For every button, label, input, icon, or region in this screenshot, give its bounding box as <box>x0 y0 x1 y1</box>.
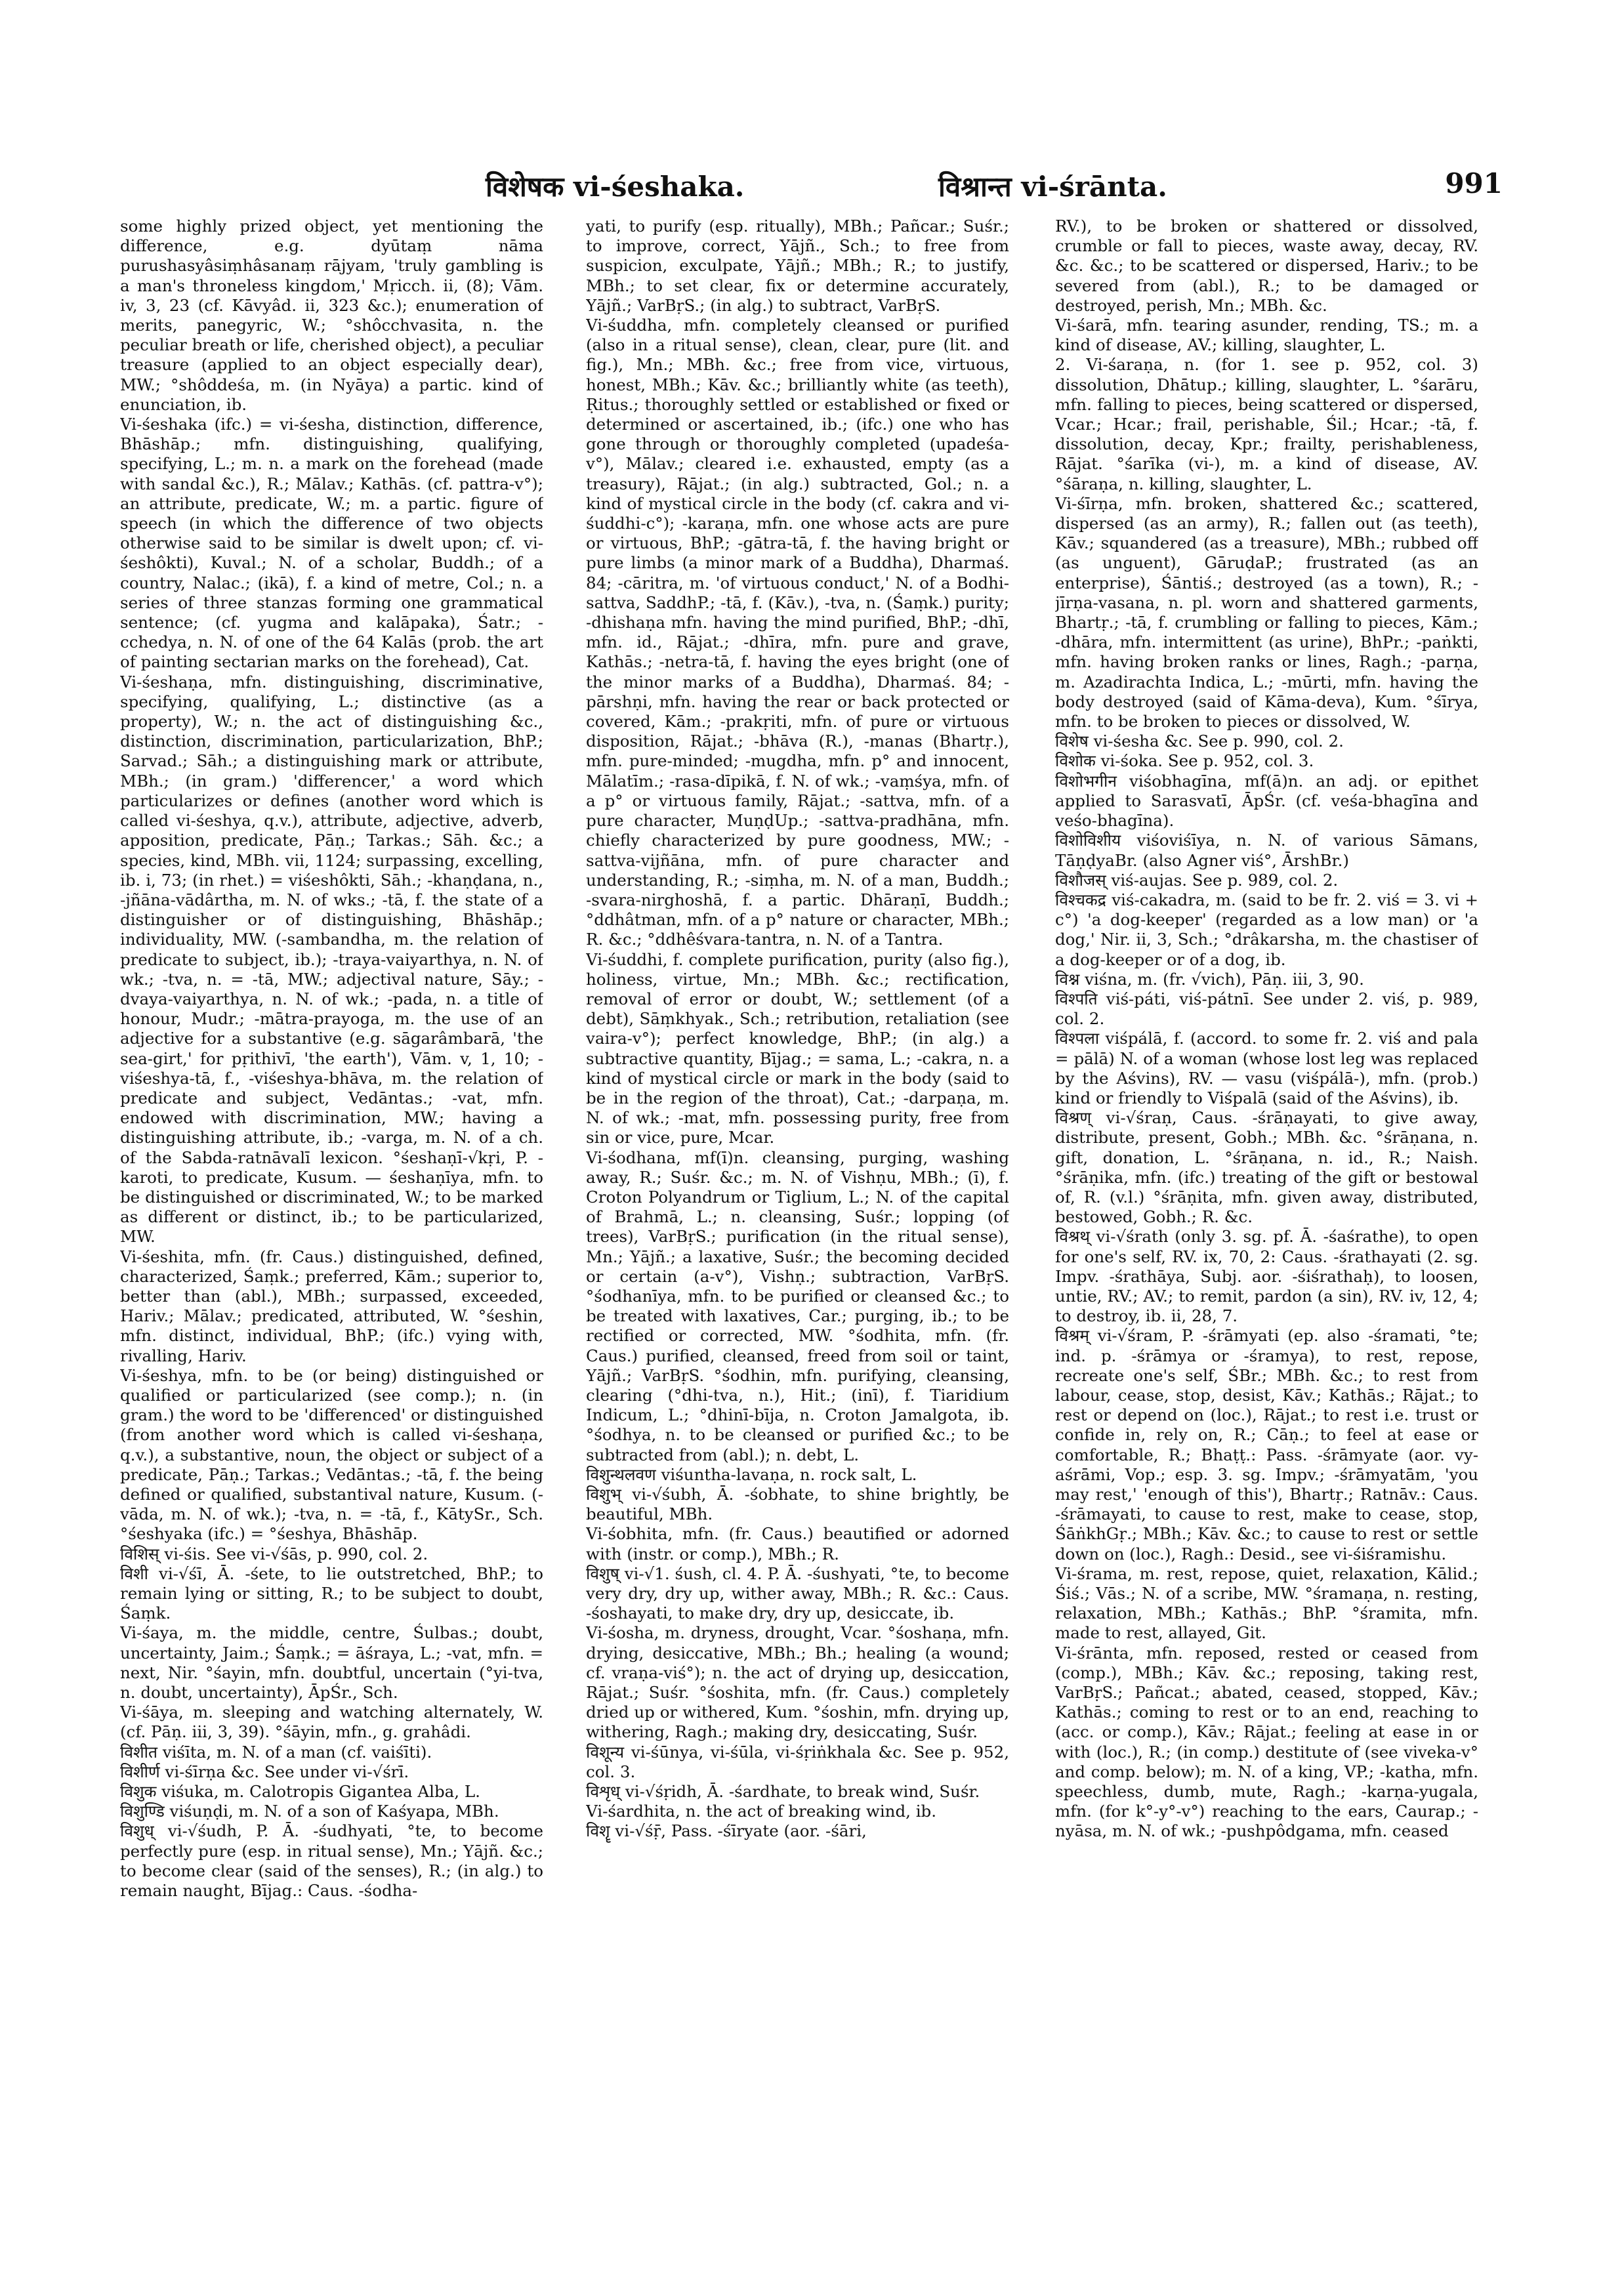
dictionary-entry: विशेष vi-śesha &c. See p. 990, col. 2. <box>1055 732 1344 751</box>
dictionary-entry: 2. Vi-śaraṇa, n. (for 1. see p. 952, col. 3) dissolution, Dhātup.; killing, slaughter, L. °śarāru, mfn. falling to pieces, being scattered or dispersed, Vcar.; Hcar.; frail, perishable, Śil.; Hcar.; -tā, f. dissolution, decay, Kpr.; frailty, perishableness, Rājat. °śarīka (vi-), m. a kind of disease, AV. °śāraṇa, n. killing, slaughter, L. <box>1055 355 1478 493</box>
dictionary-entry: विशॄ vi-√śṝ, Pass. -śīryate (aor. -śāri, <box>586 1821 867 1841</box>
column-3 <box>1055 217 1478 2250</box>
dictionary-entry: Vi-śosha, m. dryness, drought, Vcar. °śoshaṇa, mfn. drying, desiccative, MBh.; Bh.; healing (a wound; cf. vraṇa-viś°); n. the act of drying up, desiccation, Rājat.; Suśr. °śoshita, mfn. (fr. Caus.) completely dried up or withered, Kum. °śoshin, mfn. drying up, withering, Ragh.; making dry, desiccating, Suśr. <box>586 1623 1009 1742</box>
column-1 <box>120 217 543 2250</box>
dictionary-entry: विशोभगीन viśobhagīna, mf(ā)n. an adj. or epithet applied to Sarasvatī, ĀpŚr. (cf. veśa-bhagīna and veśo-bhagīna). <box>1055 771 1478 831</box>
dictionary-entry: विशोविशीय viśoviśīya, n. N. of various Sāmans, TāṇḍyaBr. (also Agner viś°, ĀrshBr.) <box>1055 831 1478 870</box>
dictionary-entry: विशुभ् vi-√śubh, Ā. -śobhate, to shine brightly, be beautiful, MBh. <box>586 1485 1009 1524</box>
dictionary-entry: विशुण्डि viśuṇḍi, m. N. of a son of Kaśyapa, MBh. <box>120 1802 499 1821</box>
dictionary-entry: विश्पला viśpálā, f. (accord. to some fr. 2. viś and pala = pālā) N. of a woman (whose lost leg was replaced by the Aśvins), RV. — vasu (viśpálā-), mfn. (prob.) kind or friendly to Viśpalā (said of the Aśvins), ib. <box>1055 1029 1478 1107</box>
dictionary-entry: Vi-śrama, m. rest, repose, quiet, relaxation, Kālid.; Śiś.; Vās.; N. of a scribe, MW. °śramaṇa, n. resting, relaxation, MBh.; Kathās.; BhP. °śramita, mfn. made to rest, allayed, Git. <box>1055 1563 1478 1643</box>
column-2 <box>586 217 1009 2250</box>
header-left-guideword: विशेषक vi-śeshaka. <box>486 171 745 203</box>
dictionary-entry: Vi-śobhita, mfn. (fr. Caus.) beautified or adorned with (instr. or comp.), MBh.; R. <box>586 1524 1009 1563</box>
dictionary-entry: Vi-śrānta, mfn. reposed, rested or ceased from (comp.), MBh.; Kāv. &c.; reposing, taking rest, VarBṛS.; Pañcat.; abated, ceased, stopped, Kāv.; Kathās.; coming to rest or to an end, reaching to (acc. or comp.), Kāv.; Rājat.; feeling at ease in or with (loc.), R.; (in comp.) destitute of (see viveka-v° and comp. below); m. N. of a king, VP.; -katha, mfn. speechless, dumb, mute, Ragh.; -karṇa-yugala, mfn. (for k°-y°-v°) reaching to the ears, Caurap.; -nyāsa, m. N. of wk.; -pushpôdgama, mfn. ceased <box>1055 1643 1478 1841</box>
dictionary-entry: विश्चकद्र viś-cakadra, m. (said to be fr. 2. viś = 3. vi + c°) 'a dog-keeper' (regarded as a low man) or 'a dog,' Nir. ii, 3, Sch.; °drâkarsha, m. the chastiser of a dog-keeper or of a dog, ib. <box>1055 890 1478 969</box>
dictionary-entry: Vi-śeshita, mfn. (fr. Caus.) distinguished, defined, characterized, Śaṃk.; preferred, Kām.; superior to, better than (abl.), MBh.; surpassed, exceeded, Hariv.; Mālav.; predicated, attributed, W. °śeshin, mfn. distinct, individual, BhP.; (ifc.) vying with, rivalling, Hariv. <box>120 1247 543 1365</box>
dictionary-entry: विशुष् vi-√1. śush, cl. 4. P. Ā. -śushyati, °te, to become very dry, dry up, wither away, MBh.; R. &c.: Caus. -śoshayati, to make dry, dry up, desiccate, ib. <box>586 1563 1009 1623</box>
header-middle-guideword: विश्रान्त vi-śrānta. <box>938 171 1167 203</box>
dictionary-entry: Vi-śodhana, mf(ī)n. cleansing, purging, washing away, R.; Suśr. &c.; m. N. of Vishṇu, MBh.; (ī), f. Croton Polyandrum or Tiglium, L.; N. of the capital of Brahmā, L.; n. cleansing, Suśr.; lopping (of trees), VarBṛS.; purification (in the ritual sense), Mn.; Yājñ.; a laxative, Suśr.; the becoming decided or certain (a-v°), Vishṇ.; subtraction, VarBṛS. °śodhanīya, mfn. to be purified or cleansed &c.; to be treated with laxatives, Car.; purging, ib.; to be rectified or corrected, MW. °śodhita, mfn. (fr. Caus.) purified, cleansed, freed from soil or taint, Yājñ.; VarBṛS. °śodhin, mfn. purifying, cleansing, clearing (°dhi-tva, n.), Hit.; (inī), f. Tiaridium Indicum, L.; °dhinī-bīja, n. Croton Jamalgota, ib. °śodhya, n. to be cleansed or purified &c.; to be subtracted from (abl.); n. debt, L. <box>586 1148 1009 1464</box>
dictionary-entry: Vi-śeshaṇa, mfn. distinguishing, discriminative, specifying, qualifying, L.; distinctive (as a property), W.; n. the act of distinguishing &c., distinction, discrimination, particularization, BhP.; Sarvad.; Sāh.; a distinguishing mark or attribute, MBh.; (in gram.) 'differencer,' a word which particularizes or defines (another word which is called vi-śeshya, q.v.), attribute, adjective, adverb, apposition, predicate, Pāṇ.; Tarkas.; Sāh. &c.; a species, kind, MBh. vii, 1124; surpassing, excelling, ib. i, 73; (in rhet.) = viśeshôkti, Sāh.; -khaṇḍana, n., -jñāna-vādârtha, m. N. of wks.; -tā, f. the state of a distinguisher or of distinguishing, Bhāshāp.; individuality, MW. (-sambandha, m. the relation of predicate to subject, ib.); -traya-vaiyarthya, n. N. of wk.; -tva, n. = -tā, MW.; adjectival nature, Sāy.; -dvaya-vaiyarthya, n. N. of wk.; -pada, n. a title of honour, Mudr.; -mātra-prayoga, m. the use of an adjective for a substantive (e.g. sāgarâmbarā, 'the sea-girt,' for pṛithivī, 'the earth'), Vām. v, 1, 10; -viśeshya-tā, f., -viśeshya-bhāva, m. the relation of predicate and subject, Vedāntas.; -vat, mfn. endowed with discrimination, MW.; having a distinguishing attribute, ib.; -varga, m. N. of a ch. of the Sabda-ratnāvalī lexicon. °śeshaṇī-√kṛi, P. -karoti, to predicate, Kusum. — śeshaṇīya, mfn. to be distinguished or discriminated, W.; to be marked as different or distinct, ib.; to be particularized, MW. <box>120 672 543 1247</box>
dictionary-entry: विशिस् vi-śis. See vi-√śās, p. 990, col. 2. <box>120 1544 428 1563</box>
dictionary-entry: Vi-śarā, mfn. tearing asunder, rending, TS.; m. a kind of disease, AV.; killing, slaughter, L. <box>1055 316 1478 355</box>
dictionary-entry: Vi-śīrṇa, mfn. broken, shattered &c.; scattered, dispersed (as an army), R.; fallen out (as teeth), Kāv.; squandered (as a treasure), MBh.; rubbed off (as unguent), GāruḍaP.; frustrated (as an enterprise), Śāntiś.; destroyed (as a town), R.; -jīrṇa-vasana, n. pl. worn and shattered garments, Bhartṛ.; -tā, f. crumbling or falling to pieces, Kām.; -dhāra, mfn. intermittent (as urine), BhPr.; -paṅkti, mfn. having broken ranks or lines, Ragh.; -parṇa, m. Azadirachta Indica, L.; -mūrti, mfn. having the body destroyed (said of Kāma-deva), Kum. °śīrya, mfn. to be broken to pieces or dissolved, W. <box>1055 493 1478 732</box>
dictionary-entry: विशुक viśuka, m. Calotropis Gigantea Alba, L. <box>120 1782 480 1802</box>
dictionary-entry: विश्रण् vi-√śraṇ, Caus. -śrāṇayati, to give away, distribute, present, Gobh.; MBh. &c. °śrāṇana, n. gift, donation, L. °śrāṇana, n. id., R.; Naish. °śrāṇika, mfn. (ifc.) treating of the gift or bestowal of, R. (v.l.) °śrāṇita, mfn. given away, distributed, bestowed, Gobh.; R. &c. <box>1055 1108 1478 1227</box>
running-header <box>118 167 1503 213</box>
dictionary-entry: विशृध् vi-√śṛidh, Ā. -śardhate, to break wind, Suśr. <box>586 1782 980 1802</box>
dictionary-entry: विशीत viśīta, m. N. of a man (cf. vaiśīti). <box>120 1742 432 1762</box>
dictionary-entry: विशुध् vi-√śudh, P. Ā. -śudhyati, °te, to become perfectly pure (esp. in ritual sense), Mn.; Yājñ. &c.; to become clear (said of the senses), R.; (in alg.) to remain naught, Bījag.: Caus. -śodha- <box>120 1821 543 1901</box>
dictionary-entry: विश्पति viś-páti, viś-pátnī. See under 2. viś, p. 989, col. 2. <box>1055 989 1478 1029</box>
dictionary-entry: विश्न viśna, m. (fr. √vich), Pāṇ. iii, 3, 90. <box>1055 969 1364 989</box>
dictionary-entry: विशी vi-√śī, Ā. -śete, to lie outstretched, BhP.; to remain lying or sitting, R.; to be subject to doubt, Śaṃk. <box>120 1563 543 1623</box>
dictionary-entry: Vi-śāya, m. sleeping and watching alternately, W. (cf. Pāṇ. iii, 3, 39). °śāyin, mfn., g. grahâdi. <box>120 1703 543 1742</box>
dictionary-entry: RV.), to be broken or shattered or dissolved, crumble or fall to pieces, waste away, decay, RV. &c. &c.; to be scattered or dispersed, Hariv.; to be severed from (abl.), R.; to be damaged or destroyed, perish, Mn.; MBh. &c. <box>1055 217 1478 315</box>
dictionary-entry: some highly prized object, yet mentioning the difference, e.g. dyūtaṃ nāma purushasyâsiṃhâsanaṃ rājyam, 'truly gambling is a man's throneless kingdom,' Mṛicch. ii, (8); Vām. iv, 3, 23 (cf. Kāvyâd. ii, 323 &c.); enumeration of merits, panegyric, W.; °shôcchvasita, n. the peculiar breath or life, cherished object), a peculiar treasure (applied to an object especially dear), MW.; °shôddeśa, m. (in Nyāya) a partic. kind of enunciation, ib. <box>120 217 543 414</box>
dictionary-entry: Vi-śuddhi, f. complete purification, purity (also fig.), holiness, virtue, Mn.; MBh. &c.; rectification, removal of error or doubt, W.; settlement (of a debt), Sāṃkhyak., Sch.; retribution, retaliation (see vaira-v°); perfect knowledge, BhP.; (in alg.) a subtractive quantity, Bījag.; = sama, L.; -cakra, n. a kind of mystical circle or mark in the body (said to be in the region of the throat), Cat.; -darpaṇa, m. N. of wk.; -mat, mfn. possessing purity, free from sin or vice, pure, Mcar. <box>586 949 1009 1148</box>
dictionary-entry: विशौजस् viś-aujas. See p. 989, col. 2. <box>1055 870 1339 890</box>
dictionary-entry: Vi-śeshya, mfn. to be (or being) distinguished or qualified or particularized (see comp.); n. (in gram.) the word to be 'differenced' or distinguished (from another word which is called vi-śeshaṇa, q.v.), a substantive, noun, the object or subject of a predicate, Pāṇ.; Tarkas.; Vedāntas.; -tā, f. the being defined or qualified, substantival nature, Kusum. (-vāda, m. N. of wk.); -tva, n. = -tā, f., KātySr., Sch. °śeshyaka (ifc.) = °śeshya, Bhāshāp. <box>120 1365 543 1544</box>
dictionary-entry: विश्रम् vi-√śram, P. -śrāmyati (ep. also -śramati, °te; ind. p. -śrāmya or -śramya), to rest, repose, recreate one's self, ŚBr.; MBh. &c.; to rest from labour, cease, stop, desist, Kāv.; Kathās.; Rājat.; to rest or depend on (loc.), Rājat.; to rest i.e. trust or confide in, rely on, R.; Cāṇ.; to feel at ease or comfortable, R.; Bhaṭṭ.: Pass. -śrāmyate (aor. vy-aśrāmi, Vop.; esp. 3. sg. Impv.; -śrāmyatām, 'you may rest,' 'enough of this'), Bhartṛ.; Ratnāv.: Caus. -śrāmayati, to cause to rest, make to cease, stop, ŚāṅkhGṛ.; MBh.; Kāv. &c.; to cause to rest or settle down on (loc.), Ragh.: Desid., see vi-śiśramishu. <box>1055 1326 1478 1563</box>
dictionary-entry: Vi-śaya, m. the middle, centre, Śulbas.; doubt, uncertainty, Jaim.; Śaṃk.; = āśraya, L.; -vat, mfn. = next, Nir. °śayin, mfn. doubtful, uncertain (°yi-tva, n. doubt, uncertainty), ĀpŚr., Sch. <box>120 1623 543 1703</box>
dictionary-entry: विश्रथ् vi-√śrath (only 3. sg. pf. Ā. -śaśrathe), to open for one's self, RV. ix, 70, 2: Caus. -śrathayati (2. sg. Impv. -śrathāya, Subj. aor. -śiśrathaḥ), to loosen, untie, RV.; AV.; to remit, pardon (a sin), RV. iv, 12, 4; to destroy, ib. ii, 28, 7. <box>1055 1227 1478 1326</box>
dictionary-entry: विशून्य vi-śūnya, vi-śūla, vi-śṛiṅkhala &c. See p. 952, col. 3. <box>586 1742 1009 1781</box>
dictionary-entry: Vi-śardhita, n. the act of breaking wind, ib. <box>586 1802 937 1821</box>
dictionary-entry: Vi-śuddha, mfn. completely cleansed or purified (also in a ritual sense), clean, clear, pure (lit. and fig.), Mn.; MBh. &c.; free from vice, virtuous, honest, MBh.; Kāv. &c.; brilliantly white (as teeth), Ṛitus.; thoroughly settled or established or fixed or determined or ascertained, ib.; (ifc.) one who has gone through or thoroughly completed (upadeśa-v°), Mālav.; cleared i.e. exhausted, empty (as a treasury), Rājat.; (in alg.) subtracted, Gol.; n. a kind of mystical circle in the body (cf. cakra and vi-śuddhi-c°); -karaṇa, mfn. one whose acts are pure or virtuous, BhP.; -gātra-tā, f. the having bright or pure limbs (a minor mark of a Buddha), Dharmaś. 84; -cāritra, m. 'of virtuous conduct,' N. of a Bodhi-sattva, SaddhP.; -tā, f. (Kāv.), -tva, n. (Śaṃk.) purity; -dhishaṇa mfn. having the mind purified, BhP.; -dhī, mfn. id., Rājat.; -dhīra, mfn. pure and grave, Kathās.; -netra-tā, f. having the eyes bright (one of the minor marks of a Buddha), Dharmaś. 84; -pārshṇi, mfn. having the rear or back protected or covered, Kām.; -prakṛiti, mfn. of pure or virtuous disposition, Rājat.; -bhāva (R.), -manas (Bhartṛ.), mfn. pure-minded; -mugdha, mfn. p° and innocent, Mālatīm.; -rasa-dīpikā, f. N. of wk.; -vaṃśya, mfn. of a p° or virtuous family, Rājat.; -sattva, mfn. of a pure character, MuṇḍUp.; -sattva-pradhāna, mfn. chiefly characterized by pure goodness, MW.; -sattva-vijñāna, mfn. of pure character and understanding, R.; -siṃha, m. N. of a man, Buddh.; -svara-nirghoshā, f. a partic. Dhāraṇī, Buddh.; °ddhâtman, mfn. of a p° nature or character, MBh.; R. &c.; °ddhêśvara-tantra, n. N. of a Tantra. <box>586 316 1009 949</box>
dictionary-entry: विशुन्थलवण viśuntha-lavaṇa, n. rock salt, L. <box>586 1464 917 1484</box>
dictionary-entry: yati, to purify (esp. ritually), MBh.; Pañcar.; Suśr.; to improve, correct, Yājñ., Sch.; to free from suspicion, exculpate, Yājñ.; MBh.; R.; to justify, MBh.; to set clear, fix or determine accurately, Yājñ.; VarBṛS.; (in alg.) to subtract, VarBṛS. <box>586 217 1009 315</box>
page-number: 991 <box>1445 167 1503 199</box>
dictionary-entry: विशीर्ण vi-śīrṇa &c. See under vi-√śrī. <box>120 1762 409 1781</box>
dictionary-entry: Vi-śeshaka (ifc.) = vi-śesha, distinction, difference, Bhāshāp.; mfn. distinguishing, qualifying, specifying, L.; m. n. a mark on the forehead (made with sandal &c.), R.; Mālav.; Kathās. (cf. pattra-v°); an attribute, predicate, W.; m. a partic. figure of speech (in which the difference of two objects otherwise said to be similar is dwelt upon; cf. vi-śeshôkti), Kuval.; N. of a scholar, Buddh.; of a country, Nalac.; (ikā), f. a kind of metre, Col.; n. a series of three stanzas forming one grammatical sentence; (cf. yugma and kalāpaka), Śatr.; -cchedya, n. N. of one of the 64 Kalās (prob. the art of painting sectarian marks on the forehead), Cat. <box>120 415 543 672</box>
dictionary-entry: विशोक vi-śoka. See p. 952, col. 3. <box>1055 751 1314 771</box>
